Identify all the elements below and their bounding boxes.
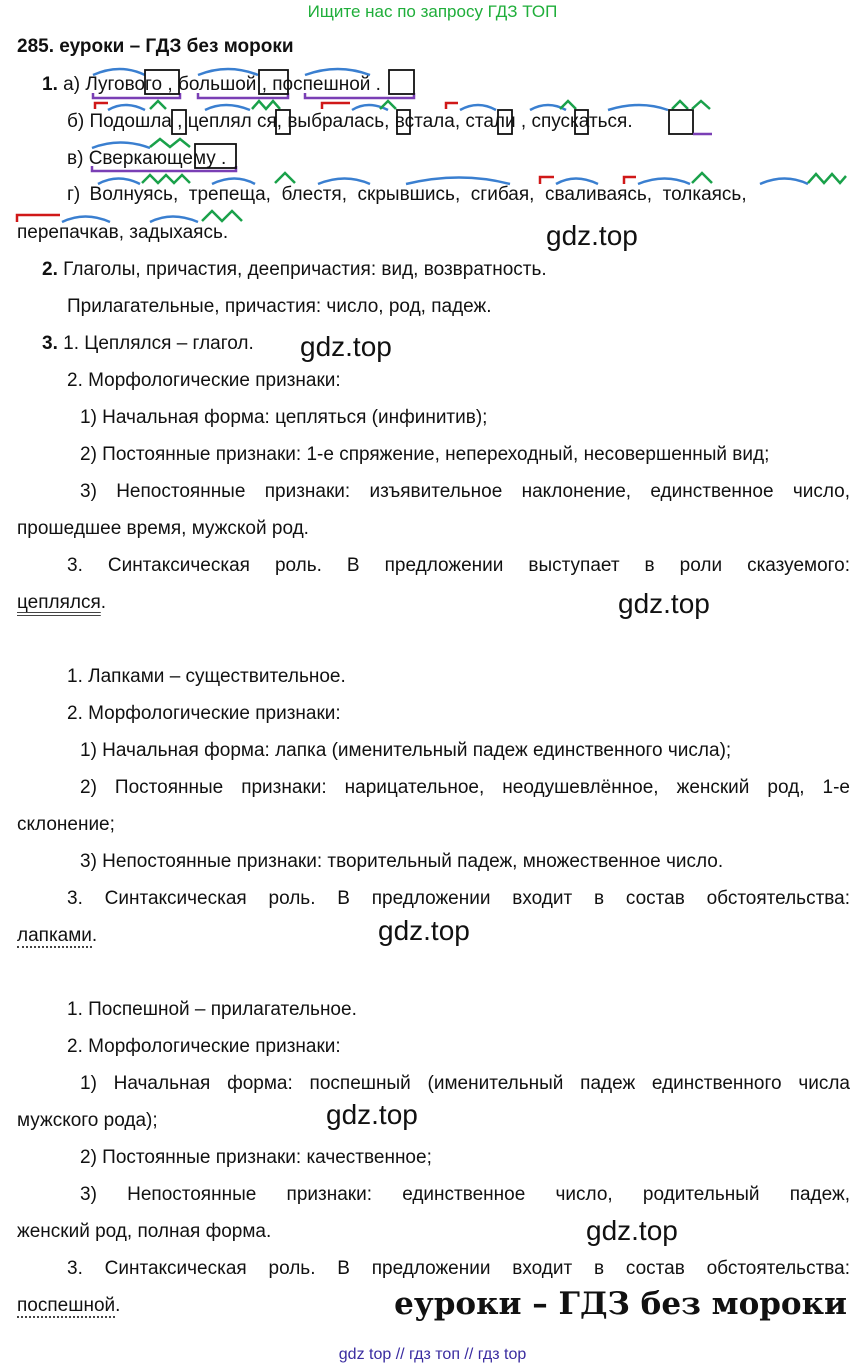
word-item: перепачкав (17, 222, 119, 243)
task1-number: 1. (42, 74, 58, 95)
word-item: стали (465, 111, 516, 132)
task2-text: Глаголы, причастия, деепричастия: вид, возвратность. (63, 259, 547, 280)
adverbial-word: лапками (17, 925, 92, 946)
row-prefix: г) (67, 184, 81, 205)
morph-heading: 2. Морфологические признаки: (67, 1036, 341, 1057)
page-title: 285. еуроки – ГДЗ без мороки (17, 36, 294, 57)
syntax-word-line (17, 1295, 120, 1317)
word-item: сгибая (470, 184, 530, 205)
word-item: блестя (281, 184, 342, 205)
morph-point-continued: склонение; (17, 814, 115, 835)
brand-logo: еуроки – ГДЗ без мороки (394, 1286, 847, 1322)
syntax-role: 3. Синтаксическая роль. В предложении входит в состав обстоятельства: (67, 888, 850, 909)
footer-links[interactable]: gdz top // гдз топ // гдз top (338, 1346, 527, 1363)
morph-heading: 2. Морфологические признаки: (67, 370, 341, 391)
morpheme-marks-row-g2 (0, 206, 865, 256)
watermark: gdz.top (586, 1215, 678, 1246)
word-item: Волнуясь (89, 184, 173, 205)
adverbial-word: поспешной (17, 1295, 116, 1316)
word-analysis-title: 1. Лапками – существительное. (67, 666, 346, 687)
task1-row-g-continued: перепачкав, задыхаясь. (17, 222, 229, 243)
syntax-role: 3. Синтаксическая роль. В предложении выступает в роли сказуемого: (67, 555, 850, 576)
morph-point-continued: мужского рода); (17, 1110, 158, 1131)
word-item: задыхаясь (129, 222, 223, 243)
word-item: цеплял ся (187, 111, 277, 132)
word-item: сваливаясь (544, 184, 647, 205)
morph-point-continued: прошедшее время, мужской род. (17, 518, 309, 539)
morph-point: 1) Начальная форма: лапка (именительный падеж единственного числа); (80, 740, 732, 761)
word-item: спускаться (531, 111, 628, 132)
word-item: встала (394, 111, 455, 132)
row-prefix: а) (63, 74, 81, 95)
morph-heading: 2. Морфологические признаки: (67, 703, 341, 724)
morph-point: 2) Постоянные признаки: качественное; (80, 1147, 432, 1168)
morph-point: 3) Непостоянные признаки: изъявительное наклонение, единственное число, (80, 481, 850, 502)
task1-row-b: б) Подошла , цеплял ся, выбралась, встала, стали , спускаться. (67, 111, 633, 132)
predicate-word: цеплялся (17, 592, 101, 613)
syntax-word-line (17, 592, 106, 614)
watermark: gdz.top (378, 915, 470, 946)
word-item: Подошла (89, 111, 172, 132)
morph-point-continued: женский род, полная форма. (17, 1221, 272, 1242)
watermark: gdz.top (546, 220, 638, 251)
task3-w1-title (42, 333, 254, 355)
watermark: gdz.top (326, 1099, 418, 1130)
search-banner[interactable]: Ищите нас по запросу ГДЗ ТОП (307, 2, 558, 21)
task1-row-v: в) Сверкающему . (67, 148, 227, 169)
watermark: gdz.top (618, 588, 710, 619)
task1-row-g: г) Волнуясь, трепеща, блестя, скрывшись, сгибая, сваливаясь, толкаясь, (67, 184, 747, 205)
punctuation: . (115, 1295, 121, 1316)
word-item: большой (177, 74, 257, 95)
morph-point: 2) Постоянные признаки: нарицательное, неодушевлённое, женский род, 1-е (80, 777, 850, 798)
word-item: Сверкающему (88, 148, 216, 169)
row-prefix: в) (67, 148, 84, 169)
word-item: поспешной (272, 74, 371, 95)
syntax-word-line (17, 925, 97, 947)
task1-row-a: 1. а) Лугового , большой , поспешной . (42, 74, 381, 95)
morph-point: 2) Постоянные признаки: 1-е спряжение, непереходный, несовершенный вид; (80, 444, 770, 465)
morph-point: 3) Непостоянные признаки: творительный падеж, множественное число. (80, 851, 724, 872)
task3-number: 3. (42, 333, 58, 354)
task2-number: 2. (42, 259, 58, 280)
morph-point: 1) Начальная форма: поспешный (именительный падеж единственного числа (80, 1073, 850, 1094)
task2-line1 (42, 259, 547, 281)
syntax-role: 3. Синтаксическая роль. В предложении входит в состав обстоятельства: (67, 1258, 850, 1279)
watermark: gdz.top (300, 331, 392, 362)
word-item: трепеща (188, 184, 266, 205)
word-item: выбралась (287, 111, 385, 132)
word-item: Лугового (85, 74, 163, 95)
word-analysis-title: 1. Цеплялся – глагол. (63, 333, 254, 354)
row-prefix: б) (67, 111, 85, 132)
punctuation: . (91, 925, 98, 946)
morph-point: 3) Непостоянные признаки: единственное число, родительный падеж, (80, 1184, 850, 1205)
task2-line2: Прилагательные, причастия: число, род, падеж. (67, 296, 492, 317)
word-item: толкаясь (662, 184, 742, 205)
morph-point: 1) Начальная форма: цепляться (инфинитив); (80, 407, 488, 428)
punctuation: . (100, 592, 107, 613)
word-analysis-title: 1. Поспешной – прилагательное. (67, 999, 357, 1020)
word-item: скрывшись (357, 184, 455, 205)
